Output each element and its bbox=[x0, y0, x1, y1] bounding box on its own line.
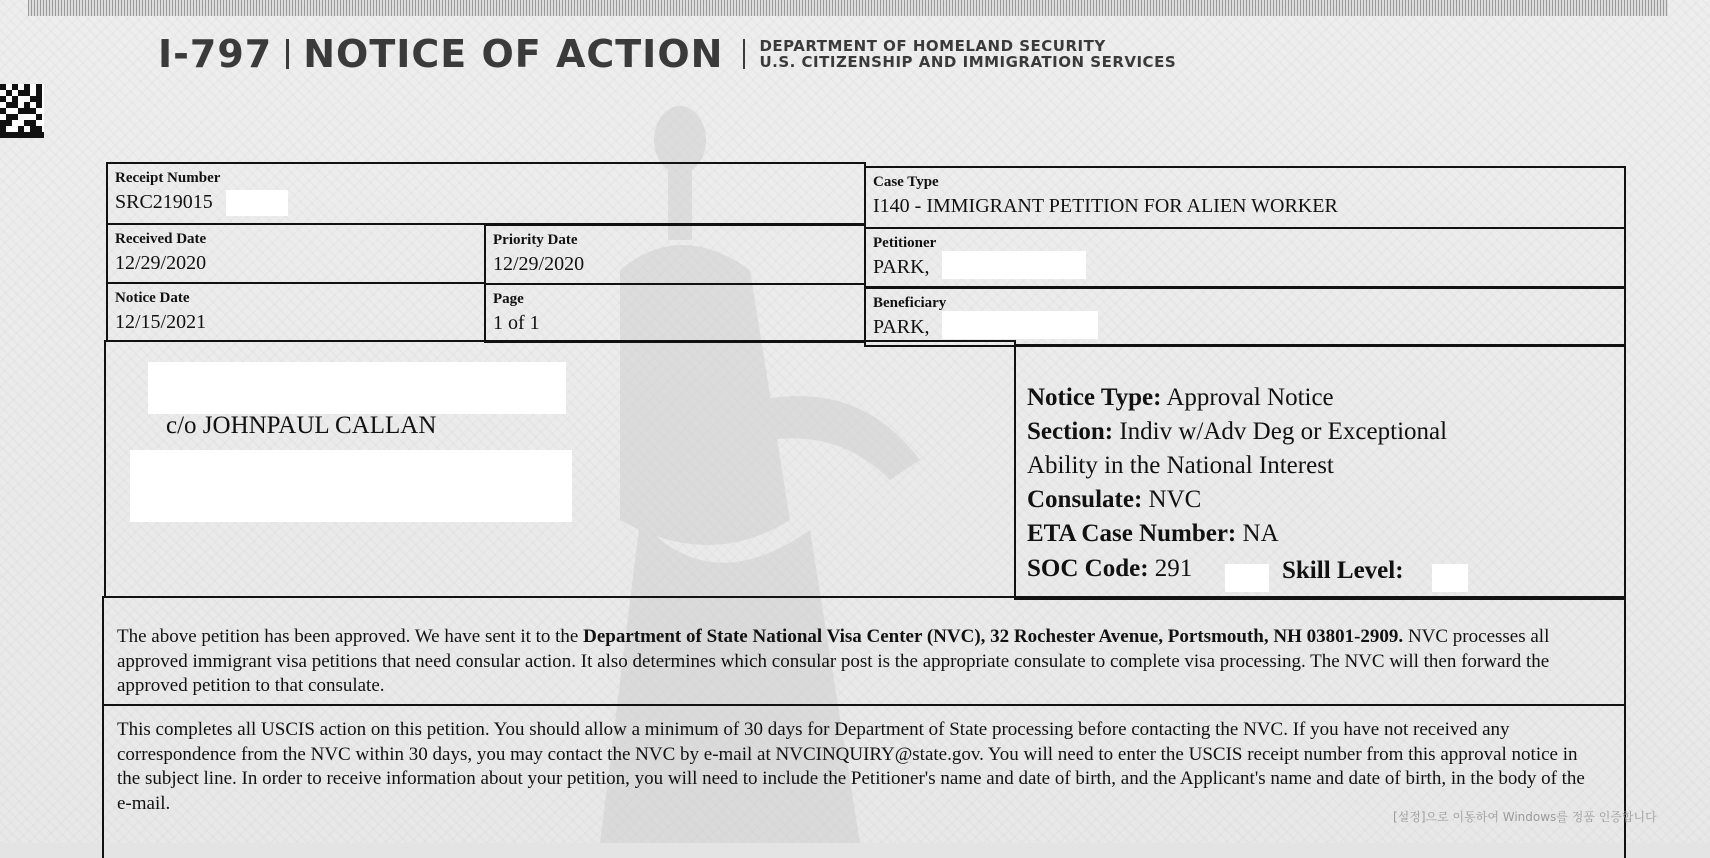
petitioner-label: Petitioner bbox=[873, 235, 937, 251]
paragraph-divider bbox=[104, 704, 1624, 706]
document-header bbox=[158, 28, 1176, 80]
section-line-continued: Ability in the National Interest bbox=[1027, 452, 1334, 479]
redaction-box bbox=[1432, 564, 1468, 592]
priority-date-label: Priority Date bbox=[493, 232, 578, 248]
agency-name bbox=[759, 38, 1176, 70]
case-type-cell bbox=[864, 166, 1626, 229]
approval-paragraph-intro: The above petition has been approved. We have sent it to the bbox=[117, 626, 584, 647]
received-date-label: Received Date bbox=[115, 231, 207, 247]
soc-code-label: SOC Code: bbox=[1027, 555, 1149, 582]
received-date-cell bbox=[106, 223, 486, 284]
section-value: Indiv w/Adv Deg or Exceptional bbox=[1119, 418, 1448, 445]
receipt-number-label: Receipt Number bbox=[115, 170, 221, 186]
section-line bbox=[1027, 418, 1447, 446]
approval-paragraph-rest: NVC processes all approved immigrant visa petitions that need consular action. It also determines which consular post is the appropriate consulate to complete visa processing. The NVC will then forward the approved petition to that consulate. bbox=[117, 626, 1550, 696]
redaction-box bbox=[942, 311, 1098, 339]
received-date-value: 12/29/2020 bbox=[115, 252, 207, 274]
priority-date-cell bbox=[484, 224, 866, 285]
page-number-label: Page bbox=[493, 291, 524, 307]
datamatrix-barcode-icon bbox=[0, 84, 44, 138]
page-number-value: 1 of 1 bbox=[493, 312, 540, 334]
notice-type-line bbox=[1027, 384, 1334, 412]
soc-code-line bbox=[1027, 555, 1192, 583]
notice-date-cell bbox=[106, 282, 486, 342]
notice-date-value: 12/15/2021 bbox=[115, 311, 207, 333]
redaction-box bbox=[226, 190, 288, 216]
receipt-number-value: SRC219015 bbox=[115, 191, 213, 213]
agency-line-1: DEPARTMENT OF HOMELAND SECURITY bbox=[759, 37, 1106, 55]
form-number: I-797 bbox=[158, 32, 273, 76]
notice-type-label: Notice Type: bbox=[1027, 384, 1162, 411]
security-border bbox=[28, 0, 1668, 16]
notice-type-value: Approval Notice bbox=[1166, 384, 1334, 411]
redaction-box bbox=[942, 251, 1086, 279]
page-number-cell bbox=[484, 283, 866, 343]
skill-level-label: Skill Level: bbox=[1282, 557, 1404, 584]
redaction-box bbox=[130, 450, 572, 522]
instructions-paragraph: This completes all USCIS action on this petition. You should allow a minimum of 30 days for Department of State processing before contacting the NVC. If you have not received any correspondence from the NVC within 30 days, you may contact the NVC by e-mail at NVCINQUIRY@state.gov. You will need to enter the USCIS receipt number from this approval notice in the subject line. In order to receive information about your petition, you will need to include the Petitioner's name and date of birth, and the Applicant's name and date of birth, in the body of the e-mail. bbox=[117, 719, 1585, 814]
agency-line-2: U.S. CITIZENSHIP AND IMMIGRATION SERVICES bbox=[759, 53, 1177, 71]
addressee-box bbox=[104, 340, 1016, 598]
case-type-label: Case Type bbox=[873, 174, 939, 190]
petitioner-cell bbox=[864, 227, 1626, 288]
notice-date-label: Notice Date bbox=[115, 290, 190, 306]
eta-case-number-value: NA bbox=[1242, 520, 1279, 547]
consulate-label: Consulate: bbox=[1027, 486, 1143, 513]
section-label: Section: bbox=[1027, 418, 1114, 445]
soc-code-value: 291 bbox=[1154, 555, 1193, 582]
consulate-value: NVC bbox=[1148, 486, 1202, 513]
redaction-box bbox=[1225, 564, 1269, 592]
receipt-number-cell bbox=[106, 162, 866, 225]
skill-level-line bbox=[1282, 557, 1404, 585]
windows-activation-notice: [설정]으로 이동하여 Windows를 정품 인증합니다 bbox=[1393, 810, 1657, 824]
care-of-line: c/o JOHNPAUL CALLAN bbox=[166, 412, 437, 439]
redaction-box bbox=[148, 362, 566, 414]
beneficiary-value: PARK, bbox=[873, 316, 930, 338]
eta-case-number-line bbox=[1027, 520, 1279, 548]
petitioner-value: PARK, bbox=[873, 256, 930, 278]
document-title: NOTICE OF ACTION bbox=[303, 32, 724, 76]
approval-paragraph bbox=[117, 625, 1587, 699]
beneficiary-label: Beneficiary bbox=[873, 295, 947, 311]
header-divider-2 bbox=[743, 39, 745, 69]
beneficiary-cell bbox=[864, 287, 1626, 347]
nvc-address: Department of State National Visa Center (NVC), 32 Rochester Avenue, Portsmouth, NH 03801-2909. bbox=[583, 626, 1404, 647]
consulate-line bbox=[1027, 486, 1201, 514]
eta-case-number-label: ETA Case Number: bbox=[1027, 520, 1237, 547]
case-type-value: I140 - IMMIGRANT PETITION FOR ALIEN WORKER bbox=[873, 195, 1338, 217]
priority-date-value: 12/29/2020 bbox=[493, 253, 585, 275]
header-divider bbox=[286, 39, 289, 69]
